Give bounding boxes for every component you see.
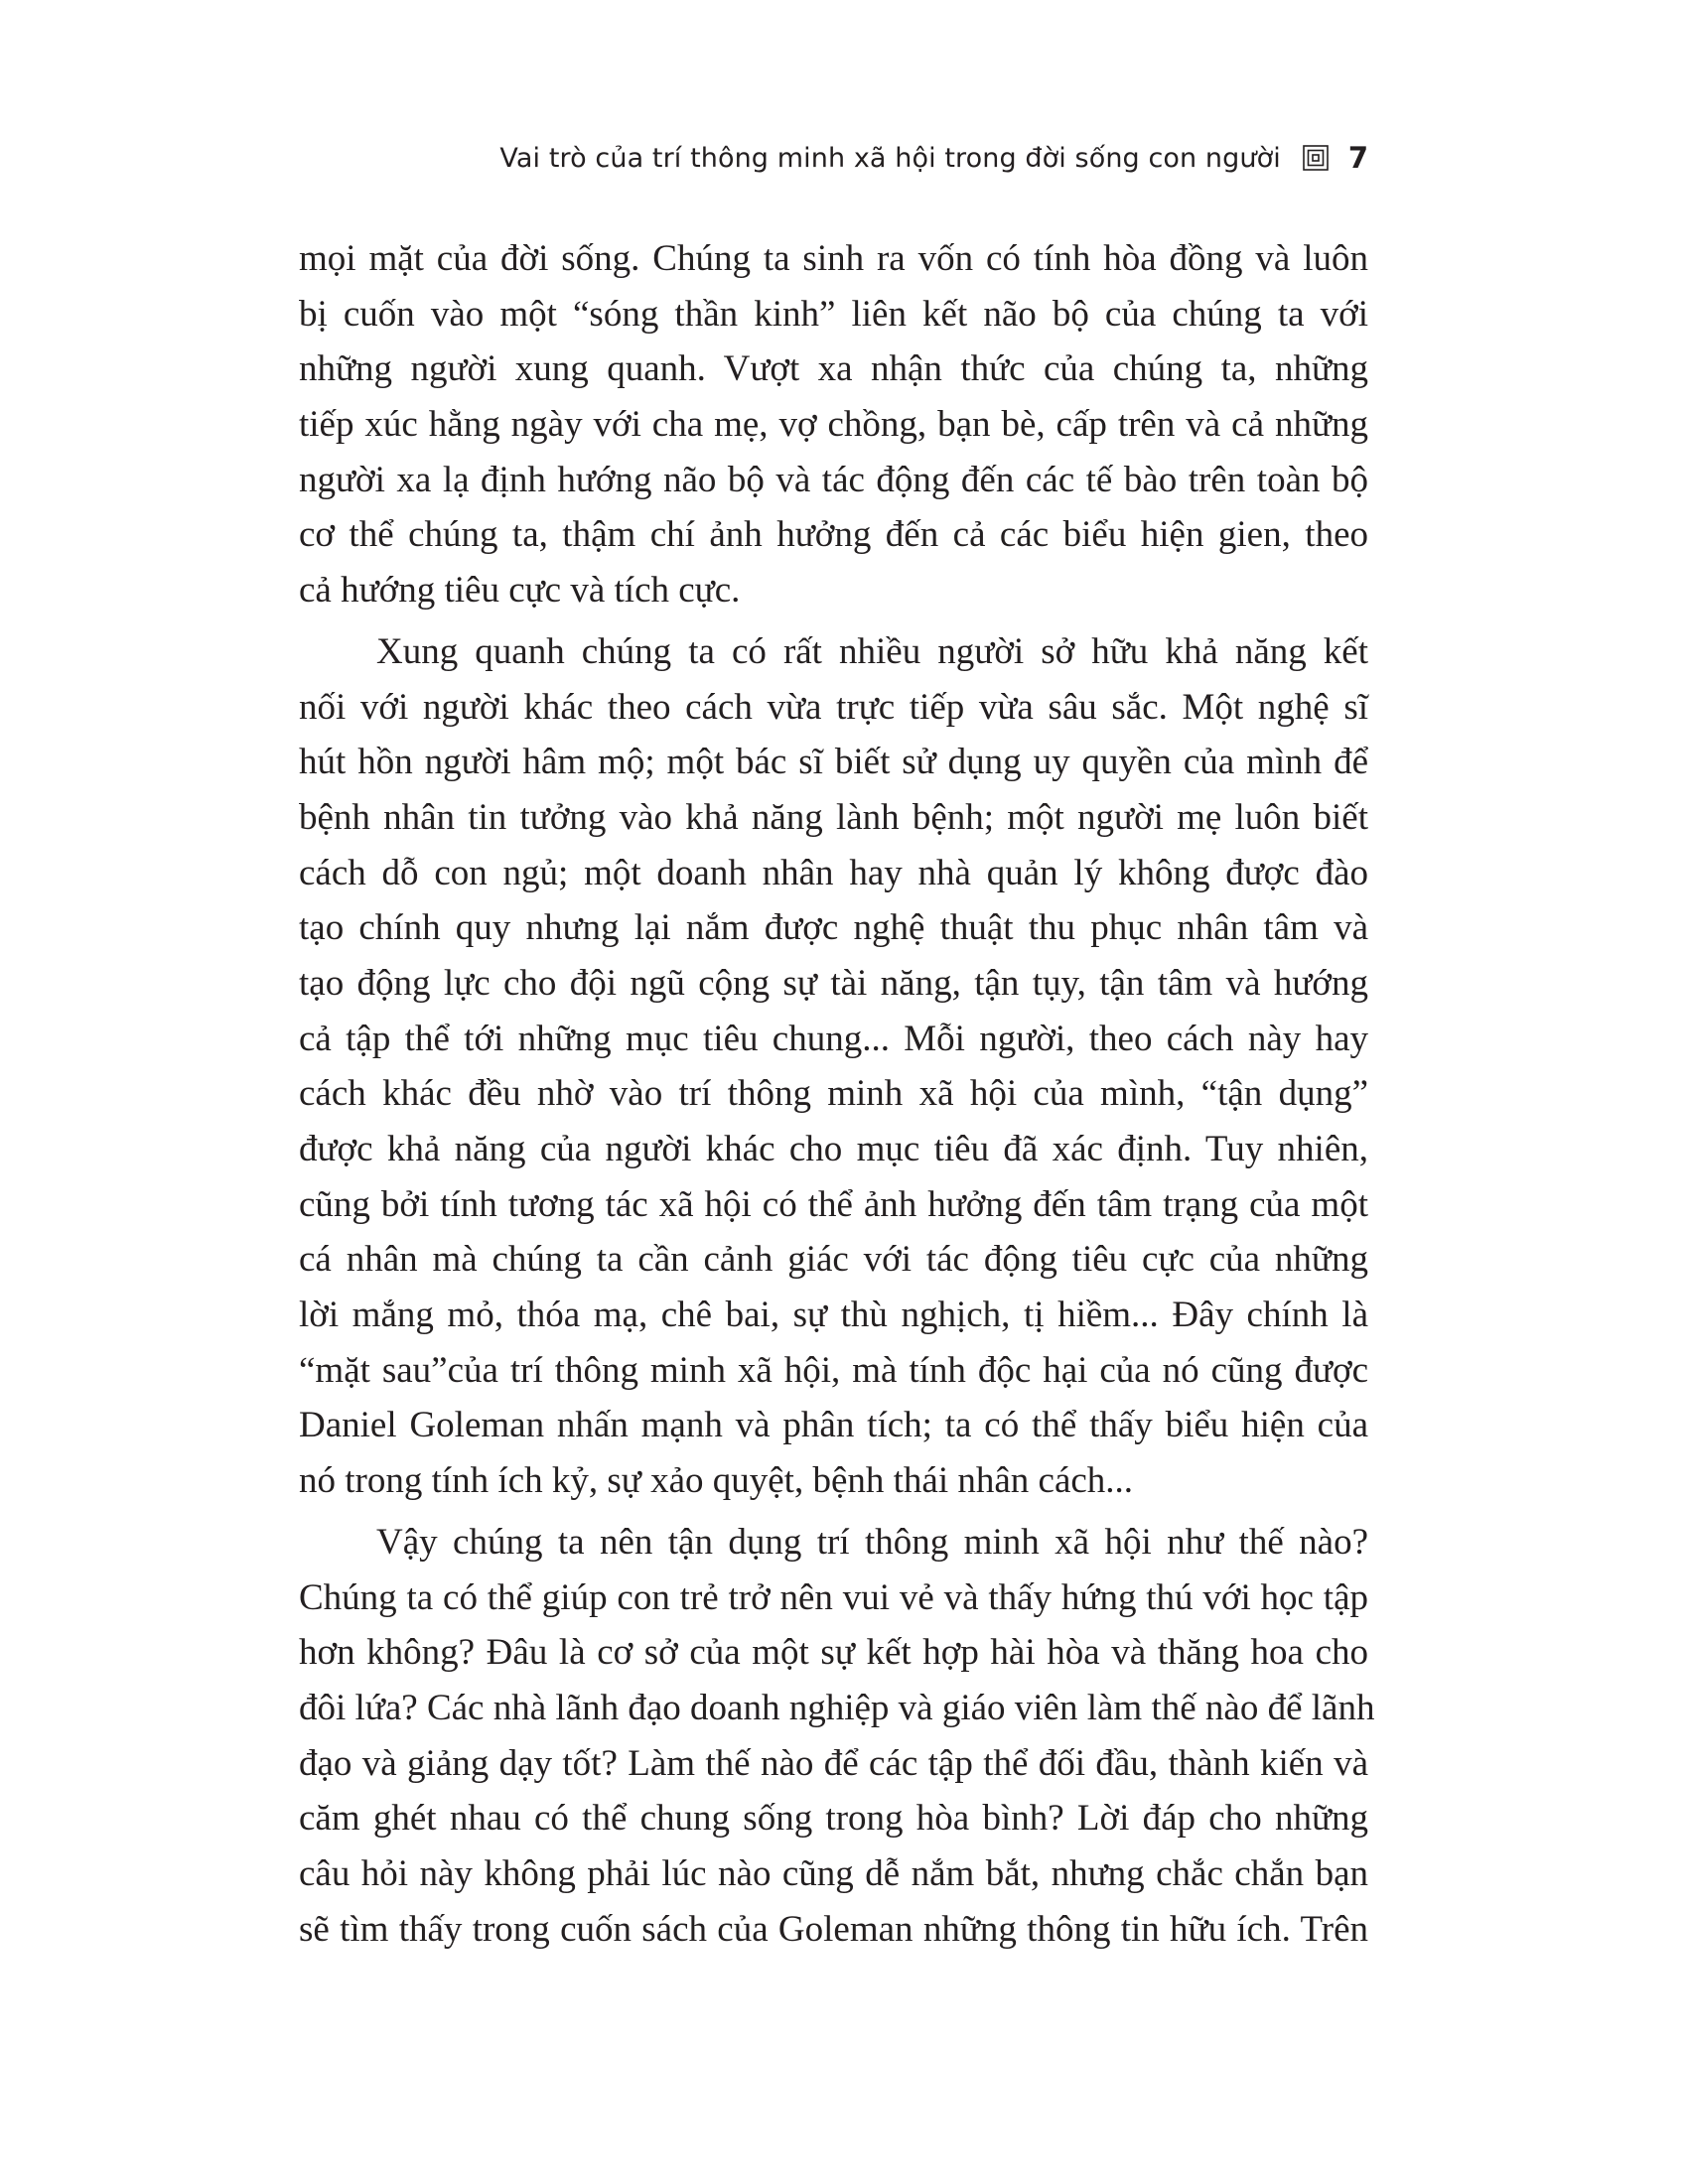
text-line: câu hỏi này không phải lúc nào cũng dễ nắm bắt, nhưng chắc chắn bạn (299, 1852, 1368, 1894)
text-line: cả hướng tiêu cực và tích cực. (299, 570, 741, 612)
text-line: lời mắng mỏ, thóa mạ, chê bai, sự thù nghịch, tị hiềm... Đây chính là (299, 1295, 1368, 1336)
running-title: Vai trò của trí thông minh xã hội trong đời sống con người (499, 142, 1281, 174)
paragraph-2 (299, 624, 1368, 1509)
text-line: nối với người khác theo cách vừa trực tiếp vừa sâu sắc. Một nghệ sĩ (299, 686, 1368, 728)
text-line: bị cuốn vào một “sóng thần kinh” liên kết não bộ của chúng ta với (299, 293, 1368, 335)
text-line: Daniel Goleman nhấn mạnh và phân tích; ta có thể thấy biểu hiện của (299, 1405, 1368, 1446)
text-line: căm ghét nhau có thể chung sống trong hòa bình? Lời đáp cho những (299, 1798, 1368, 1840)
paragraph-3 (299, 1515, 1375, 1958)
text-line: tiếp xúc hằng ngày với cha mẹ, vợ chồng, bạn bè, cấp trên và cả những (299, 404, 1368, 446)
text-line: cơ thể chúng ta, thậm chí ảnh hưởng đến cả các biểu hiện gien, theo (299, 514, 1368, 556)
paragraph-1 (299, 231, 1368, 618)
text-line: tạo chính quy nhưng lại nắm được nghệ thuật thu phục nhân tâm và (299, 907, 1368, 949)
text-line: hút hồn người hâm mộ; một bác sĩ biết sử dụng uy quyền của mình để (299, 742, 1368, 783)
text-line: cách khác đều nhờ vào trí thông minh xã hội của mình, “tận dụng” (299, 1073, 1368, 1115)
text-line: “mặt sau”của trí thông minh xã hội, mà tính độc hại của nó cũng được (299, 1349, 1368, 1391)
text-line: cả tập thể tới những mục tiêu chung... Mỗi người, theo cách này hay (299, 1018, 1368, 1059)
text-line: cách dỗ con ngủ; một doanh nhân hay nhà quản lý không được đào (299, 852, 1368, 893)
text-line: đôi lứa? Các nhà lãnh đạo doanh nghiệp và giáo viên làm thế nào để lãnh (299, 1687, 1375, 1728)
text-line: đạo và giảng dạy tốt? Làm thế nào để các tập thể đối đầu, thành kiến và (299, 1742, 1368, 1784)
text-line: hơn không? Đâu là cơ sở của một sự kết hợp hài hòa và thăng hoa cho (299, 1632, 1368, 1674)
page-number: 7 (1347, 141, 1368, 175)
text-line: mọi mặt của đời sống. Chúng ta sinh ra vốn có tính hòa đồng và luôn (299, 238, 1368, 279)
text-line: cá nhân mà chúng ta cần cảnh giác với tác động tiêu cực của những (299, 1239, 1368, 1281)
text-line: cũng bởi tính tương tác xã hội có thể ảnh hưởng đến tâm trạng của một (299, 1183, 1368, 1225)
text-line: Chúng ta có thể giúp con trẻ trở nên vui vẻ và thấy hứng thú với học tập (299, 1576, 1368, 1618)
body-text (299, 231, 1375, 1957)
text-line: những người xung quanh. Vượt xa nhận thức của chúng ta, những (299, 348, 1368, 390)
text-line: nó trong tính ích kỷ, sự xảo quyệt, bệnh thái nhân cách... (299, 1460, 1134, 1502)
text-line: bệnh nhân tin tưởng vào khả năng lành bệnh; một người mẹ luôn biết (299, 796, 1368, 838)
text-line: sẽ tìm thấy trong cuốn sách của Goleman những thông tin hữu ích. Trên (299, 1908, 1368, 1950)
text-line: Vậy chúng ta nên tận dụng trí thông minh xã hội như thế nào? (376, 1521, 1368, 1563)
text-line: người xa lạ định hướng não bộ và tác động đến các tế bào trên toàn bộ (299, 459, 1368, 500)
square-ornament-icon (1303, 145, 1329, 171)
text-line: tạo động lực cho đội ngũ cộng sự tài năng, tận tụy, tận tâm và hướng (299, 962, 1368, 1004)
text-line: Xung quanh chúng ta có rất nhiều người sở hữu khả năng kết (376, 630, 1368, 672)
text-line: được khả năng của người khác cho mục tiêu đã xác định. Tuy nhiên, (299, 1129, 1368, 1169)
running-header (499, 141, 1368, 175)
